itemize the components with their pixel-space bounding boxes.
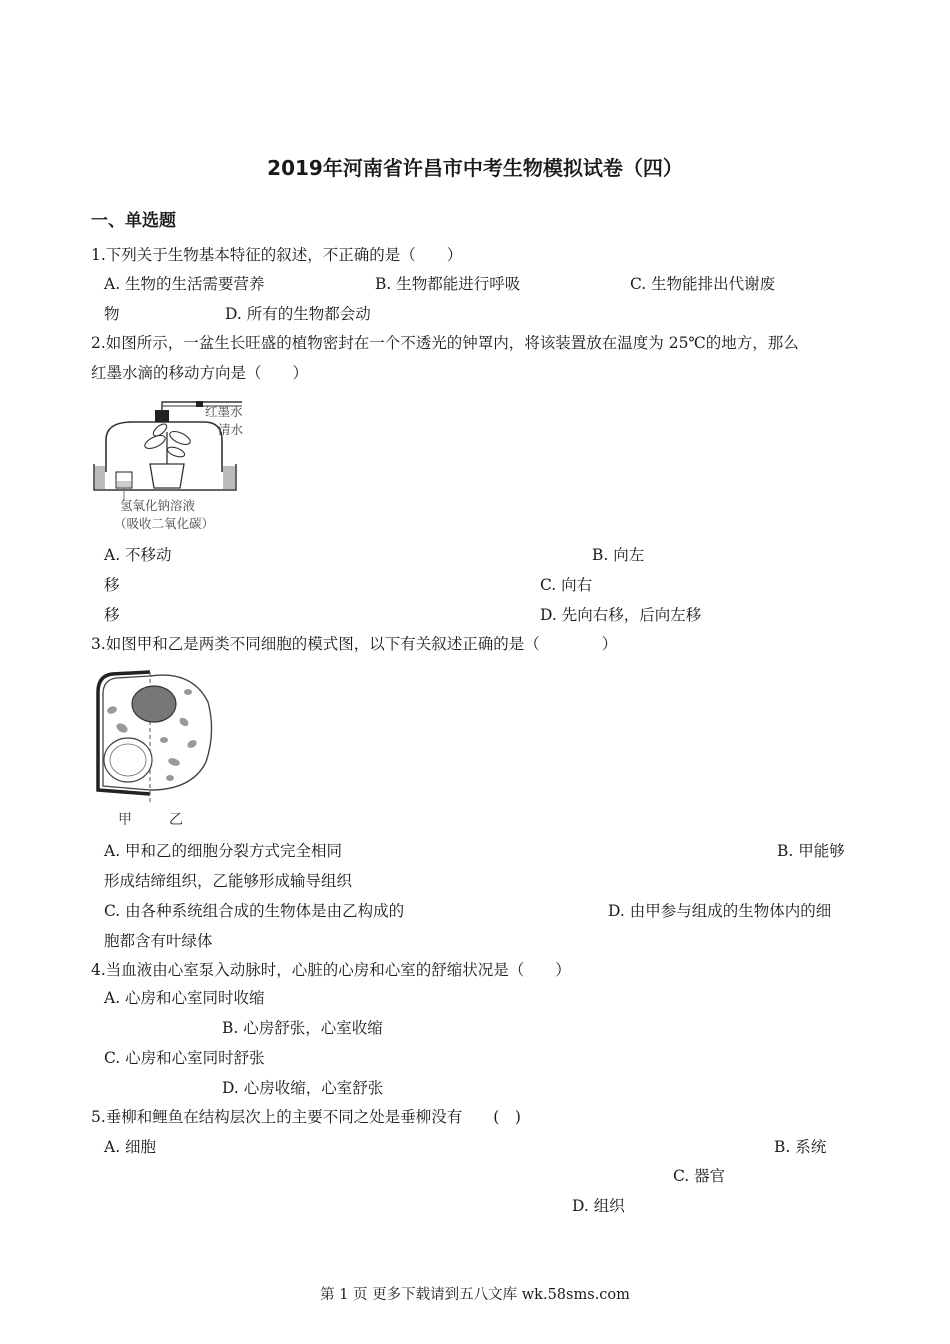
exam-title: 2019年河南省许昌市中考生物模拟试卷（四） [267, 156, 683, 180]
q3-option-c[interactable]: C. 由各种系统组合成的生物体是由乙构成的 [104, 902, 405, 920]
q4-option-c[interactable]: C. 心房和心室同时舒张 [104, 1049, 265, 1067]
q5-option-c[interactable]: C. 器官 [673, 1167, 726, 1185]
q2-option-b[interactable]: B. 向左 [592, 546, 645, 564]
page-footer: 第 1 页 更多下载请到五八文库 wk.58sms.com [320, 1287, 630, 1303]
label-jia: 甲 [118, 812, 132, 828]
label-clear-water: 清水 [218, 422, 244, 437]
label-naoh: 氢氧化钠溶液 [120, 498, 196, 513]
bell-jar-figure [92, 392, 257, 537]
q1-option-c[interactable]: C. 生物能排出代谢废 [630, 275, 776, 293]
q1-option-b[interactable]: B. 生物都能进行呼吸 [375, 275, 521, 293]
q5-option-d[interactable]: D. 组织 [572, 1197, 625, 1215]
q2-option-c[interactable]: C. 向右 [540, 576, 593, 594]
section-heading: 一、单选题 [91, 211, 176, 231]
q4-option-a[interactable]: A. 心房和心室同时收缩 [104, 989, 265, 1007]
q2-option-d[interactable]: D. 先向右移，后向左移 [540, 606, 702, 624]
q2-option-c-continued: 移 [104, 606, 120, 624]
q5-stem: 5.垂柳和鲤鱼在结构层次上的主要不同之处是垂柳没有 ( ) [91, 1108, 521, 1126]
q4-stem: 4.当血液由心室泵入动脉时，心脏的心房和心室的舒缩状况是（ ） [91, 961, 571, 979]
q2-option-a[interactable]: A. 不移动 [104, 546, 172, 564]
q1-option-d[interactable]: D. 所有的生物都会动 [225, 305, 371, 323]
label-absorb-co2: （吸收二氧化碳） [114, 516, 215, 531]
q1-stem: 1.下列关于生物基本特征的叙述，不正确的是（ ） [91, 246, 463, 264]
label-yi: 乙 [169, 812, 183, 828]
q2-stem-line2: 红墨水滴的移动方向是（ ） [91, 364, 309, 382]
q2-stem-line1: 2.如图所示，一盆生长旺盛的植物密封在一个不透光的钟罩内，将该装置放在温度为 25℃的地方，那么 [91, 334, 799, 352]
q3-option-d-continued: 胞都含有叶绿体 [104, 932, 213, 950]
q5-option-a[interactable]: A. 细胞 [104, 1138, 157, 1156]
q3-option-d[interactable]: D. 由甲参与组成的生物体内的细 [608, 902, 832, 920]
q3-option-b[interactable]: B. 甲能够 [777, 842, 845, 860]
q4-option-b[interactable]: B. 心房舒张，心室收缩 [222, 1019, 383, 1037]
q4-option-d[interactable]: D. 心房收缩，心室舒张 [222, 1079, 384, 1097]
cell-figure [92, 662, 222, 832]
q3-option-a[interactable]: A. 甲和乙的细胞分裂方式完全相同 [104, 842, 343, 860]
q3-stem: 3.如图甲和乙是两类不同细胞的模式图，以下有关叙述正确的是（ ） [91, 635, 618, 653]
q5-option-b[interactable]: B. 系统 [774, 1138, 827, 1156]
label-red-ink: 红墨水 [205, 404, 243, 419]
q2-option-b-continued: 移 [104, 576, 120, 594]
q1-option-a[interactable]: A. 生物的生活需要营养 [104, 275, 265, 293]
q1-option-c-continued: 物 [104, 305, 120, 323]
q3-option-b-continued: 形成结缔组织，乙能够形成输导组织 [104, 872, 353, 890]
